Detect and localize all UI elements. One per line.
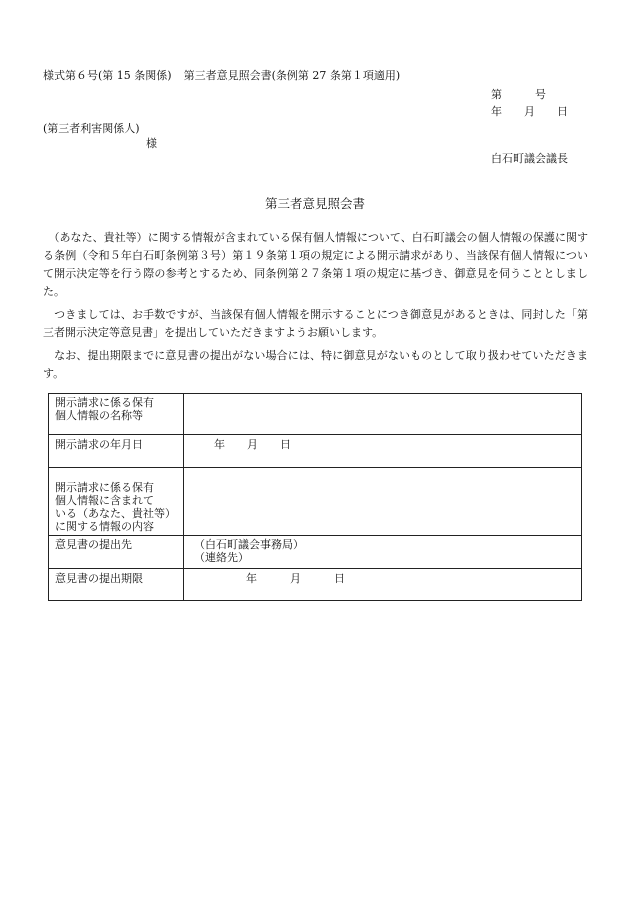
row-label-request-date: 開示請求の年月日 — [49, 435, 184, 468]
table-row — [49, 536, 582, 569]
body-paragraph-submission: つきましては、お手数ですが、当該保有個人情報を開示することにつき御意見があるときは、同封した「第三者開示決定等意見書」を提出していただきますようお願いします。 — [43, 308, 588, 339]
row-value-submission-deadline[interactable]: 年 月 日 — [184, 569, 582, 601]
addressee-honorific: 様 — [146, 137, 157, 150]
document-date: 年 月 日 — [491, 105, 568, 118]
body-paragraph-deadline-note: なお、提出期限までに意見書の提出がない場合には、特に御意見がないものとして取り扱わせていただきます。 — [43, 349, 588, 380]
row-value-submission-office[interactable]: （白石町議会事務局） （連絡先） — [184, 536, 582, 569]
form-title-label: 第三者意見照会書(条例第 27 条第１項適用) — [183, 69, 401, 82]
row-label-submission-deadline: 意見書の提出期限 — [49, 569, 184, 601]
addressee-label: (第三者利害関係人) — [43, 122, 140, 135]
inquiry-info-table — [48, 393, 582, 601]
table-row — [49, 394, 582, 435]
row-label-submission-office: 意見書の提出先 — [49, 536, 184, 569]
table-row — [49, 569, 582, 601]
row-value-info-name[interactable] — [184, 394, 582, 435]
form-header-line — [43, 69, 400, 83]
issuer-name: 白石町議会議長 — [491, 152, 568, 165]
page-title: 第三者意見照会書 — [264, 196, 365, 211]
row-label-info-name: 開示請求に係る保有 個人情報の名称等 — [49, 394, 184, 435]
table-row — [49, 435, 582, 468]
form-number-label: 様式第６号(第 15 条関係) — [43, 69, 172, 82]
row-label-info-content: 開示請求に係る保有 個人情報に含まれて いる（あなた、貴社等） に関する情報の内容 — [49, 468, 184, 536]
body-paragraph-request: （あなた、貴社等）に関する情報が含まれている保有個人情報について、白石町議会の個人情報の保護に関する条例（令和５年白石町条例第３号）第１９条第１項の規定による開示請求があり、当該保有個人情報について開示決定等を行う際の参考とするため、同条例第２７条第１項の規定に基づき、御意見を伺うこととしました。 — [43, 231, 588, 298]
table-row — [49, 468, 582, 536]
document-number: 第 号 — [491, 88, 546, 101]
row-value-request-date[interactable]: 年 月 日 — [184, 435, 582, 468]
row-value-info-content[interactable] — [184, 468, 582, 536]
